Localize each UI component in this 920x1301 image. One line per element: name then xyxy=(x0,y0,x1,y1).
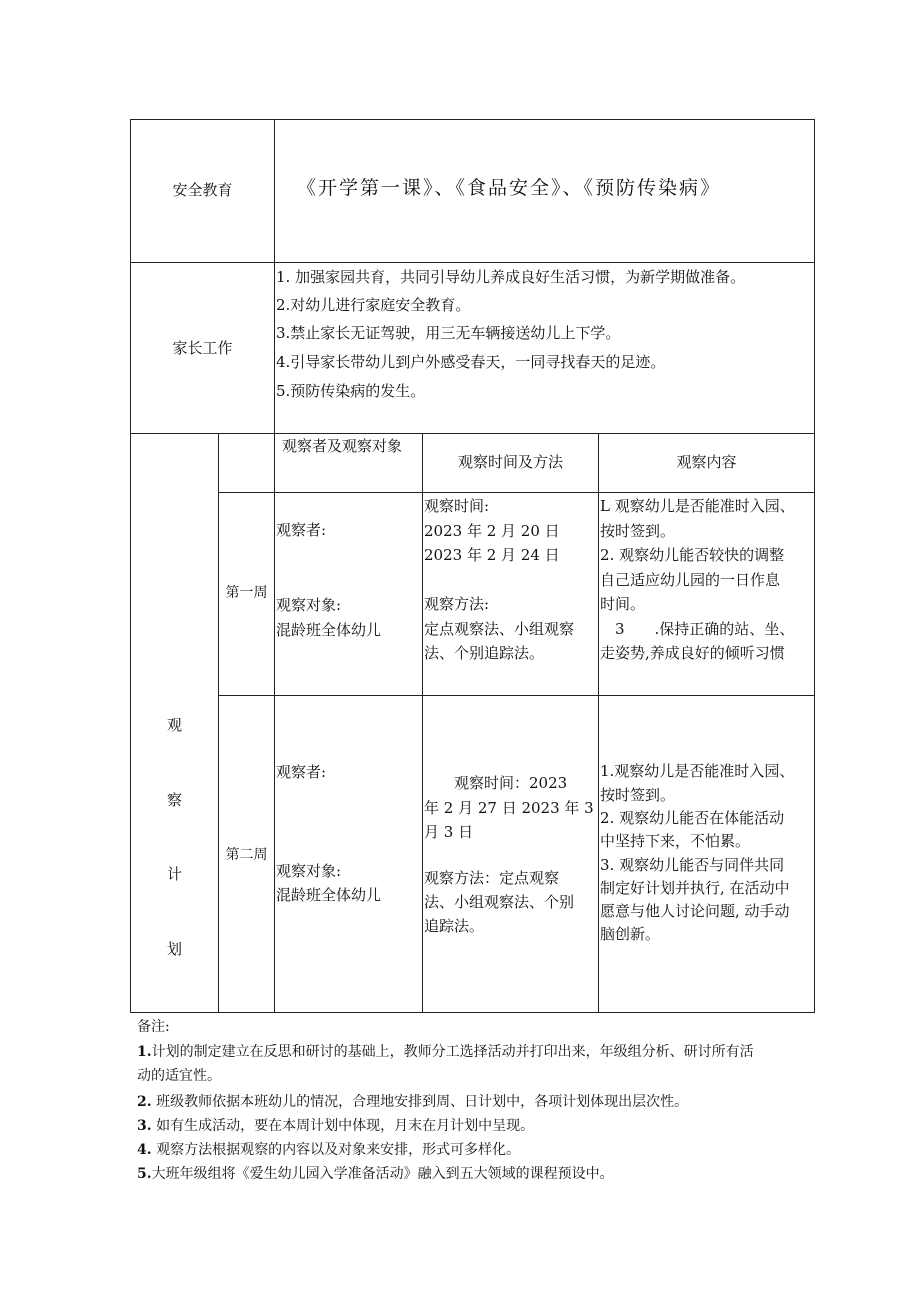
week1-name: 第一周 xyxy=(225,585,268,601)
week2-time-line-7: 追踪法。 xyxy=(424,917,485,935)
week2-time-line-2: 年 2 月 27 日 2023 年 3 xyxy=(424,799,594,817)
week1-time-line-3: 2023 年 2 月 24 日 xyxy=(424,546,560,564)
week2-time-line-6: 法、小组观察法、个别 xyxy=(424,893,575,911)
safety-content: 《开学第一课》、《食品安全》、《预防传染病》 xyxy=(297,177,722,199)
week2-content-line-6: 制定好计划并执行, 在活动中 xyxy=(600,879,790,897)
row-divider-parents xyxy=(130,433,815,434)
obs-label-char-3: 计 xyxy=(166,865,182,883)
week2-target-label: 观察对象: xyxy=(276,862,342,880)
week2-time-line-3: 月 3 日 xyxy=(424,823,474,841)
note-3 xyxy=(137,1114,534,1138)
parents-item-1: 1. 加强家园共育，共同引导幼儿养成良好生活习惯，为新学期做准备。 xyxy=(276,268,746,286)
week1-content-line-5: 时间。 xyxy=(600,595,646,613)
week2-target: 混龄班全体幼儿 xyxy=(276,886,382,904)
parents-item-4: 4.引导家长带幼儿到户外感受春天，一同寻找春天的足迹。 xyxy=(276,353,666,371)
week1-observer-label: 观察者: xyxy=(276,521,327,539)
parents-label: 家长工作 xyxy=(172,339,233,357)
week2-content-line-3: 2. 观察幼儿能否在体能活动 xyxy=(600,809,785,827)
parents-item-2: 2.对幼儿进行家庭安全教育。 xyxy=(276,296,471,314)
notes-title: 备注: xyxy=(137,1019,170,1035)
note-1 xyxy=(137,1040,754,1064)
week1-content-line-7: 走姿势,养成良好的倾听习惯 xyxy=(600,644,785,662)
row-divider-week2-top xyxy=(218,695,815,696)
row-divider-safety xyxy=(130,262,815,263)
col-divider-time xyxy=(422,433,423,1013)
week1-content-line-6: 3 .保持正确的站、坐、 xyxy=(600,620,795,638)
note-3-text: 如有生成活动，要在本周计划中体现，月末在月计划中呈现。 xyxy=(151,1118,535,1134)
table-border-right xyxy=(814,119,815,1013)
note-5-text: 大班年级组将《爱生幼儿园入学准备活动》融入到五大领域的课程预设中。 xyxy=(151,1166,614,1182)
week2-content-line-4: 中坚持下来，不怕累。 xyxy=(600,832,751,850)
week2-content-line-1: 1.观察幼儿是否能准时入园、 xyxy=(600,762,795,780)
header-observer: 观察者及观察对象 xyxy=(282,437,403,455)
note-4 xyxy=(137,1138,520,1162)
note-3-num: 3. xyxy=(137,1118,152,1134)
week1-target: 混龄班全体幼儿 xyxy=(276,621,382,639)
col-divider-week xyxy=(274,433,275,1013)
note-4-num: 4. xyxy=(137,1142,152,1158)
week2-time-line-5: 观察方法：定点观察 xyxy=(424,869,560,887)
week2-name: 第二周 xyxy=(225,847,268,863)
row-divider-week1-top xyxy=(218,492,815,493)
note-2-num: 2. xyxy=(137,1094,152,1110)
note-2 xyxy=(137,1090,688,1114)
note-1-cont xyxy=(137,1064,221,1088)
note-1-num: 1. xyxy=(137,1044,152,1060)
note-5-num: 5. xyxy=(137,1166,152,1182)
note-2-text: 班级教师依据本班幼儿的情况，合理地安排到周、日计划中，各项计划体现出层次性。 xyxy=(151,1094,689,1110)
week1-time-line-7: 法、个别追踪法。 xyxy=(424,644,545,662)
parents-item-5: 5.预防传染病的发生。 xyxy=(276,382,426,400)
obs-label-char-1: 观 xyxy=(166,716,182,734)
week2-content-line-2: 按时签到。 xyxy=(600,786,676,804)
header-time: 观察时间及方法 xyxy=(457,453,563,471)
week2-observer-label: 观察者: xyxy=(276,763,327,781)
note-4-text: 观察方法根据观察的内容以及对象来安排，形式可多样化。 xyxy=(151,1142,521,1158)
week2-time-line-1: 观察时间：2023 xyxy=(424,774,568,792)
note-5 xyxy=(137,1162,614,1186)
col-divider-content xyxy=(598,433,599,1013)
col-divider-obs-label xyxy=(218,433,219,1013)
week1-time-line-1: 观察时间: xyxy=(424,497,490,515)
week1-time-line-6: 定点观察法、小组观察 xyxy=(424,620,575,638)
week2-content-line-5: 3. 观察幼儿能否与同伴共同 xyxy=(600,856,785,874)
week1-time-line-5: 观察方法: xyxy=(424,595,490,613)
note-1-cont-text: 动的适宜性。 xyxy=(137,1068,221,1084)
col-divider-label xyxy=(274,119,275,434)
week1-content-line-2: 按时签到。 xyxy=(600,522,676,540)
table-border-top xyxy=(130,119,815,120)
week1-target-label: 观察对象: xyxy=(276,596,342,614)
week1-content-line-3: 2. 观察幼儿能否较快的调整 xyxy=(600,546,785,564)
week2-content-line-8: 脑创新。 xyxy=(600,925,661,943)
obs-label-char-2: 察 xyxy=(166,791,182,809)
week2-content-line-7: 愿意与他人讨论问题, 动手动 xyxy=(600,902,790,920)
week1-time-line-2: 2023 年 2 月 20 日 xyxy=(424,522,560,540)
obs-label-char-4: 划 xyxy=(166,940,182,958)
table-border-bottom xyxy=(130,1012,815,1013)
note-1-text: 计划的制定建立在反思和研讨的基础上，教师分工选择活动并打印出来，年级组分析、研讨所有活 xyxy=(151,1044,754,1060)
week1-content-line-1: L 观察幼儿是否能准时入园、 xyxy=(600,497,795,515)
header-content: 观察内容 xyxy=(676,453,737,471)
safety-label: 安全教育 xyxy=(172,181,233,199)
parents-item-3: 3.禁止家长无证驾驶，用三无车辆接送幼儿上下学。 xyxy=(276,324,621,342)
week1-content-line-4: 自己适应幼儿园的一日作息 xyxy=(600,571,781,589)
